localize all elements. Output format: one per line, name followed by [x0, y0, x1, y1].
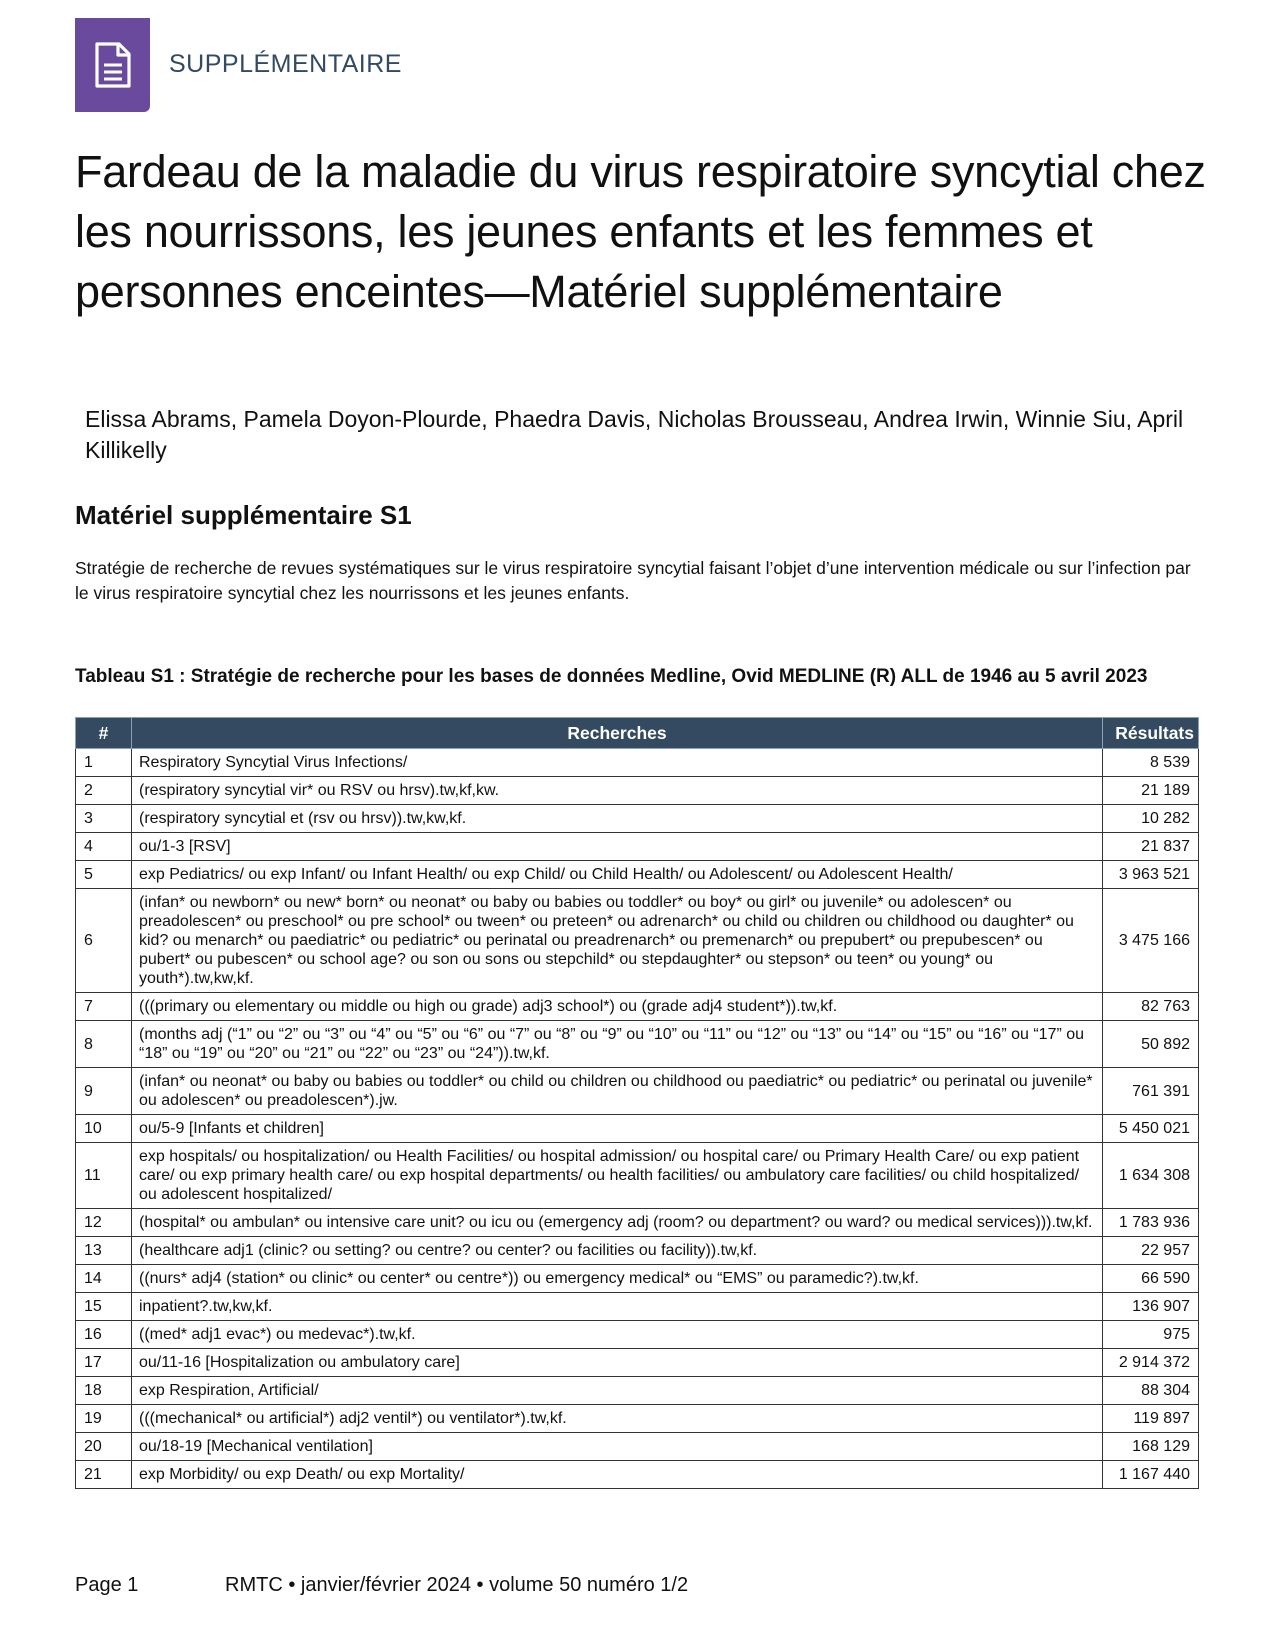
row-results: 10 282 — [1103, 805, 1199, 833]
row-number: 17 — [76, 1349, 132, 1377]
column-header-number: # — [76, 718, 132, 749]
row-number: 5 — [76, 861, 132, 889]
row-query: ((nurs* adj4 (station* ou clinic* ou center* ou centre*)) ou emergency medical* ou “EMS” ou paramedic?).tw,kf. — [132, 1265, 1103, 1293]
row-results: 8 539 — [1103, 749, 1199, 777]
table-header-row — [76, 718, 1199, 749]
article-title: Fardeau de la maladie du virus respiratoire syncytial chez les nourrissons, les jeunes enfants et les femmes et personnes enceintes—Matériel supplémentaire — [75, 146, 1206, 317]
row-query: (((primary ou elementary ou middle ou high ou grade) adj3 school*) ou (grade adj4 student*)).tw,kf. — [132, 993, 1103, 1021]
document-icon — [94, 41, 132, 89]
table-row — [76, 1461, 1199, 1489]
row-results: 21 837 — [1103, 833, 1199, 861]
row-query: (respiratory syncytial et (rsv ou hrsv)).tw,kw,kf. — [132, 805, 1103, 833]
row-query: ou/5-9 [Infants et children] — [132, 1115, 1103, 1143]
row-query: exp hospitals/ ou hospitalization/ ou Health Facilities/ ou hospital admission/ ou hospital care/ ou Primary Health Care/ ou exp patient care/ ou exp primary health care/ ou exp hospital departments/ ou health facilities/ ou ambulatory care facilities/ ou child hospitalized/ ou adolescent hospitalized/ — [132, 1143, 1103, 1209]
row-query: (months adj (“1” ou “2” ou “3” ou “4” ou “5” ou “6” ou “7” ou “8” ou “9” ou “10” ou “11” ou “12” ou “13” ou “14” ou “15” ou “16” ou “17” ou “18” ou “19” ou “20” ou “21” ou “22” ou “23” ou “24”)).tw,kf. — [132, 1021, 1103, 1068]
row-number: 9 — [76, 1068, 132, 1115]
row-query: (infan* ou neonat* ou baby ou babies ou toddler* ou child ou children ou childhood ou paediatric* ou pediatric* ou perinatal ou juvenile* ou adolescen* ou preadolescen*).jw. — [132, 1068, 1103, 1115]
row-results: 1 167 440 — [1103, 1461, 1199, 1489]
row-number: 15 — [76, 1293, 132, 1321]
table-row — [76, 1433, 1199, 1461]
column-header-results: Résultats — [1103, 718, 1199, 749]
row-number: 8 — [76, 1021, 132, 1068]
table-row — [76, 805, 1199, 833]
row-results: 761 391 — [1103, 1068, 1199, 1115]
row-results: 82 763 — [1103, 993, 1199, 1021]
table-caption: Tableau S1 : Stratégie de recherche pour les bases de données Medline, Ovid MEDLINE (R) ALL de 1946 au 5 avril 2023 — [75, 666, 1148, 687]
table-row — [76, 1237, 1199, 1265]
row-results: 3 963 521 — [1103, 861, 1199, 889]
row-number: 12 — [76, 1209, 132, 1237]
author-list: Elissa Abrams, Pamela Doyon-Plourde, Phaedra Davis, Nicholas Brousseau, Andrea Irwin, Winnie Siu, April Killikelly — [85, 406, 1184, 463]
row-query: (respiratory syncytial vir* ou RSV ou hrsv).tw,kf,kw. — [132, 777, 1103, 805]
row-query: (((mechanical* ou artificial*) adj2 ventil*) ou ventilator*).tw,kf. — [132, 1405, 1103, 1433]
row-results: 1 634 308 — [1103, 1143, 1199, 1209]
table-row — [76, 1021, 1199, 1068]
row-results: 88 304 — [1103, 1377, 1199, 1405]
row-query: inpatient?.tw,kw,kf. — [132, 1293, 1103, 1321]
row-query: (healthcare adj1 (clinic? ou setting? ou centre? ou center? ou facilities ou facility)).tw,kf. — [132, 1237, 1103, 1265]
row-query: (hospital* ou ambulan* ou intensive care unit? ou icu ou (emergency adj (room? ou department? ou ward? ou medical services))).tw,kf. — [132, 1209, 1103, 1237]
table-row — [76, 1377, 1199, 1405]
table-row — [76, 1115, 1199, 1143]
row-number: 4 — [76, 833, 132, 861]
row-query: ((med* adj1 evac*) ou medevac*).tw,kf. — [132, 1321, 1103, 1349]
table-row — [76, 1349, 1199, 1377]
intro-paragraph: Stratégie de recherche de revues systématiques sur le virus respiratoire syncytial faisant l’objet d’une intervention médicale ou sur l’infection par le virus respiratoire syncytial chez les nourrissons et les jeunes enfants. — [75, 558, 1191, 603]
row-number: 2 — [76, 777, 132, 805]
supplementary-badge — [75, 18, 150, 112]
table-row — [76, 777, 1199, 805]
row-query: ou/1-3 [RSV] — [132, 833, 1103, 861]
table-row — [76, 1321, 1199, 1349]
row-results: 66 590 — [1103, 1265, 1199, 1293]
row-number: 13 — [76, 1237, 132, 1265]
row-results: 2 914 372 — [1103, 1349, 1199, 1377]
section-heading: Matériel supplémentaire S1 — [75, 500, 412, 530]
table-row — [76, 993, 1199, 1021]
row-number: 19 — [76, 1405, 132, 1433]
row-number: 1 — [76, 749, 132, 777]
page-footer — [75, 1574, 689, 1597]
table-row — [76, 1068, 1199, 1115]
row-results: 1 783 936 — [1103, 1209, 1199, 1237]
table-row — [76, 749, 1199, 777]
table-row — [76, 833, 1199, 861]
row-number: 14 — [76, 1265, 132, 1293]
row-results: 136 907 — [1103, 1293, 1199, 1321]
table-row — [76, 1293, 1199, 1321]
row-results: 50 892 — [1103, 1021, 1199, 1068]
column-header-searches: Recherches — [132, 718, 1103, 749]
row-number: 3 — [76, 805, 132, 833]
row-results: 3 475 166 — [1103, 889, 1199, 993]
row-number: 7 — [76, 993, 132, 1021]
row-results: 975 — [1103, 1321, 1199, 1349]
page-number: Page 1 — [75, 1574, 139, 1596]
row-results: 21 189 — [1103, 777, 1199, 805]
row-number: 10 — [76, 1115, 132, 1143]
search-strategy-table — [75, 717, 1199, 1489]
table-row — [76, 1405, 1199, 1433]
row-results: 5 450 021 — [1103, 1115, 1199, 1143]
row-query: (infan* ou newborn* ou new* born* ou neonat* ou baby ou babies ou toddler* ou boy* ou girl* ou juvenile* ou adolescen* ou preadolescen* ou preschool* ou pre school* ou tween* ou preteen* ou adrenarch* ou child ou children ou childhood ou daughter* ou kid? ou menarch* ou paediatric* ou pediatric* ou perinatal ou preadrenarch* ou premenarch* ou prepubert* ou prepubescen* ou pubert* ou pubescen* ou school age? ou son ou sons ou stepchild* ou stepdaughter* ou stepson* ou teen* ou young* ou youth*).tw,kw,kf. — [132, 889, 1103, 993]
row-number: 11 — [76, 1143, 132, 1209]
row-query: ou/11-16 [Hospitalization ou ambulatory care] — [132, 1349, 1103, 1377]
row-query: exp Morbidity/ ou exp Death/ ou exp Mortality/ — [132, 1461, 1103, 1489]
row-number: 6 — [76, 889, 132, 993]
row-number: 18 — [76, 1377, 132, 1405]
table-row — [76, 1265, 1199, 1293]
section-kicker: SUPPLÉMENTAIRE — [169, 50, 402, 78]
row-number: 20 — [76, 1433, 132, 1461]
row-results: 119 897 — [1103, 1405, 1199, 1433]
row-results: 168 129 — [1103, 1433, 1199, 1461]
row-results: 22 957 — [1103, 1237, 1199, 1265]
table-row — [76, 1209, 1199, 1237]
table-row — [76, 1143, 1199, 1209]
table-row — [76, 889, 1199, 993]
row-number: 16 — [76, 1321, 132, 1349]
row-number: 21 — [76, 1461, 132, 1489]
row-query: ou/18-19 [Mechanical ventilation] — [132, 1433, 1103, 1461]
journal-citation: RMTC • janvier/février 2024 • volume 50 numéro 1/2 — [225, 1574, 689, 1596]
row-query: Respiratory Syncytial Virus Infections/ — [132, 749, 1103, 777]
row-query: exp Pediatrics/ ou exp Infant/ ou Infant Health/ ou exp Child/ ou Child Health/ ou Adolescent/ ou Adolescent Health/ — [132, 861, 1103, 889]
row-query: exp Respiration, Artificial/ — [132, 1377, 1103, 1405]
table-row — [76, 861, 1199, 889]
